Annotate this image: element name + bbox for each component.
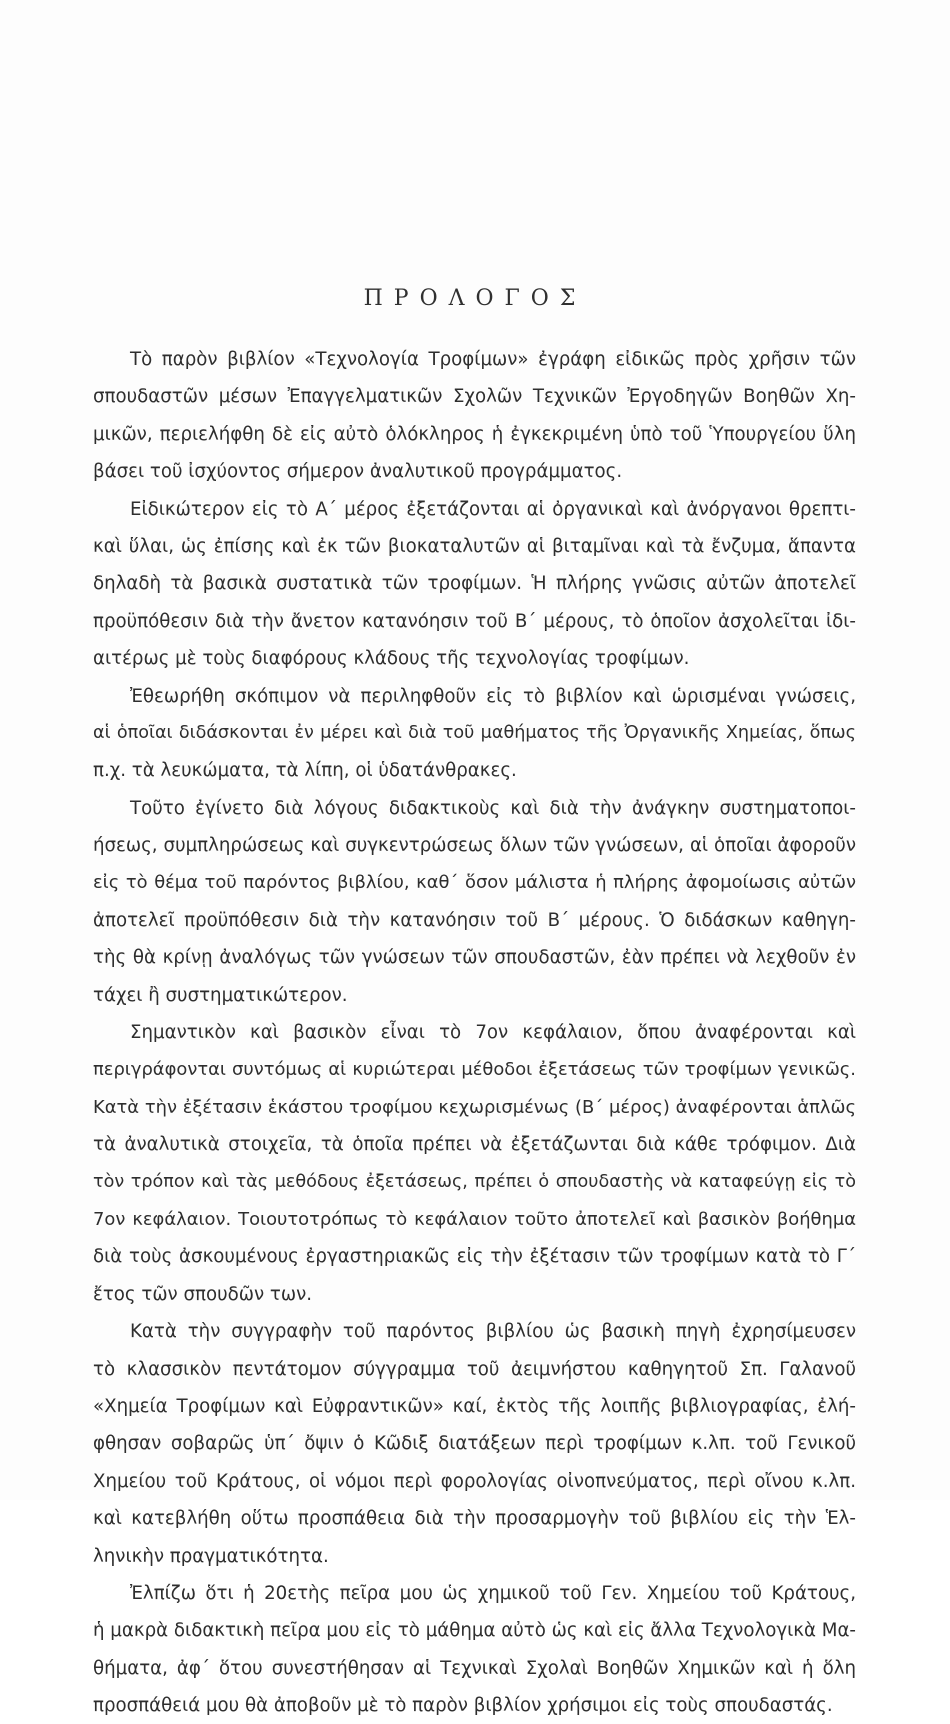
text-line: Ἐθεωρήθη σκόπιμον νὰ περιληφθοῦν εἰς τὸ βιβλίον καὶ ὡρισμέναι γνώσεις,	[130, 685, 856, 707]
text-line: Σημαντικὸν καὶ βασικὸν εἶναι τὸ 7ον κεφάλαιον, ὅπου ἀναφέρονται καὶ	[130, 1022, 856, 1044]
text-line: αἱ ὁποῖαι διδάσκονται ἐν μέρει καὶ διὰ τοῦ μαθήματος τῆς Ὀργανικῆς Χημείας, ὅπως	[93, 722, 856, 743]
text-line: διὰ τοὺς ἀσκουμένους ἐργαστηριακῶς εἰς τὴν ἐξέτασιν τῶν τροφίμων κατὰ τὸ Γ΄	[93, 1246, 856, 1268]
paragraph-5	[93, 1014, 856, 1313]
text-line: Εἰδικώτερον εἰς τὸ Α΄ μέρος ἐξετάζονται αἱ ὀργανικαὶ καὶ ἀνόργανοι θρεπτι-	[130, 498, 856, 520]
text-line: Τοῦτο ἐγίνετο διὰ λόγους διδακτικοὺς καὶ διὰ τὴν ἀνάγκην συστηματοποι-	[130, 797, 856, 819]
text-line: βάσει τοῦ ἰσχύοντος σήμερον ἀναλυτικοῦ προγράμματος.	[93, 461, 623, 483]
text-line: περιγράφονται συντόμως αἱ κυριώτεραι μέθοδοι ἐξετάσεως τῶν τροφίμων γενικῶς.	[93, 1059, 856, 1081]
paragraph-2	[93, 491, 856, 678]
text-line: Χημείου τοῦ Κράτους, οἱ νόμοι περὶ φορολογίας οἰνοπνεύματος, περὶ οἴνου κ.λπ.	[93, 1470, 856, 1492]
text-line: αιτέρως μὲ τοὺς διαφόρους κλάδους τῆς τεχνολογίας τροφίμων.	[93, 648, 690, 670]
text-line: ἀποτελεῖ προϋπόθεσιν διὰ τὴν κατανόησιν τοῦ Β΄ μέρους. Ὁ διδάσκων καθηγη-	[93, 909, 856, 931]
page-title: ΠΡΟΛΟΓΟΣ	[363, 286, 587, 311]
text-line: 7ον κεφάλαιον. Τοιουτοτρόπως τὸ κεφάλαιον τοῦτο ἀποτελεῖ καὶ βασικὸν βοήθημα	[93, 1208, 856, 1230]
text-line: προϋπόθεσιν διὰ τὴν ἄνετον κατανόησιν τοῦ Β΄ μέρους, τὸ ὁποῖον ἀσχολεῖται ἰδι-	[93, 610, 856, 632]
text-line: Κατὰ τὴν συγγραφὴν τοῦ παρόντος βιβλίου ὡς βασικὴ πηγὴ ἐχρησίμευσεν	[130, 1321, 856, 1343]
text-line: φθησαν σοβαρῶς ὑπ΄ ὄψιν ὁ Κῶδιξ διατάξεων περὶ τροφίμων κ.λπ. τοῦ Γενικοῦ	[93, 1433, 856, 1455]
text-line: «Χημεία Τροφίμων καὶ Εὐφραντικῶν» καί, ἐκτὸς τῆς λοιπῆς βιβλιογραφίας, ἐλή-	[93, 1395, 856, 1417]
text-line: π.χ. τὰ λευκώματα, τὰ λίπη, οἱ ὑδατάνθρακες.	[93, 760, 517, 782]
text-line: τὸν τρόπον καὶ τὰς μεθόδους ἐξετάσεως, πρέπει ὁ σπουδαστὴς νὰ καταφεύγῃ εἰς τὸ	[93, 1171, 856, 1192]
text-line: τὰ ἀναλυτικὰ στοιχεῖα, τὰ ὁποῖα πρέπει νὰ ἐξετάζωνται διὰ κάθε τρόφιμον. Διὰ	[93, 1134, 856, 1156]
text-line: καὶ κατεβλήθη οὕτω προσπάθεια διὰ τὴν προσαρμογὴν τοῦ βιβλίου εἰς τὴν Ἑλ-	[93, 1508, 856, 1530]
text-line: τὸ κλασσικὸν πεντάτομον σύγγραμμα τοῦ ἀειμνήστου καθηγητοῦ Σπ. Γαλανοῦ	[93, 1358, 856, 1380]
text-line: ἔτος τῶν σπουδῶν των.	[93, 1283, 313, 1305]
text-line: σπουδαστῶν μέσων Ἐπαγγελματικῶν Σχολῶν Τεχνικῶν Ἐργοδηγῶν Βοηθῶν Χη-	[93, 386, 856, 408]
paragraph-6	[93, 1313, 856, 1575]
text-line: Τὸ παρὸν βιβλίον «Τεχνολογία Τροφίμων» ἐγράφη εἰδικῶς πρὸς χρῆσιν τῶν	[130, 349, 856, 370]
text-line: ήσεως, συμπληρώσεως καὶ συγκεντρώσεως ὅλων τῶν γνώσεων, αἱ ὁποῖαι ἀφοροῦν	[93, 835, 856, 857]
text-line: ἡ μακρὰ διδακτικὴ πεῖρα μου εἰς τὸ μάθημα αὐτὸ ὡς καὶ εἰς ἄλλα Τεχνολογικὰ Μα-	[93, 1620, 856, 1642]
text-line: καὶ ὕλαι, ὡς ἐπίσης καὶ ἐκ τῶν βιοκαταλυτῶν αἱ βιταμῖναι καὶ τὰ ἔνζυμα, ἅπαντα	[93, 535, 856, 557]
paragraph-7	[93, 1575, 856, 1724]
text-line: μικῶν, περιελήφθη δὲ εἰς αὐτὸ ὁλόκληρος ἡ ἐγκεκριμένη ὑπὸ τοῦ Ὑπουργείου ὕλη	[93, 423, 856, 445]
text-line: τάχει ἢ συστηματικώτερον.	[93, 984, 348, 1006]
text-line: εἰς τὸ θέμα τοῦ παρόντος βιβλίου, καθ΄ ὅσον μάλιστα ἡ πλήρης ἀφομοίωσις αὐτῶν	[93, 872, 856, 894]
text-line: Ἐλπίζω ὅτι ἡ 20ετὴς πεῖρα μου ὡς χημικοῦ τοῦ Γεν. Χημείου τοῦ Κράτους,	[130, 1582, 856, 1604]
text-line: θήματα, ἀφ΄ ὅτου συνεστήθησαν αἱ Τεχνικαὶ Σχολαὶ Βοηθῶν Χημικῶν καὶ ἡ ὅλη	[93, 1657, 856, 1679]
paragraph-1	[93, 341, 856, 491]
text-line: Κατὰ τὴν ἐξέτασιν ἑκάστου τροφίμου κεχωρισμένως (Β΄ μέρος) ἀναφέρονται ἁπλῶς	[93, 1096, 856, 1118]
text-line: τὴς θὰ κρίνῃ ἀναλόγως τῶν γνώσεων τῶν σπουδαστῶν, ἐὰν πρέπει νὰ λεχθοῦν ἐν	[93, 947, 856, 969]
text-line: ληνικὴν πραγματικότητα.	[93, 1545, 329, 1567]
paragraph-4	[93, 790, 856, 1014]
paragraph-3	[93, 678, 856, 790]
preface-body	[93, 341, 856, 1724]
text-line: δηλαδὴ τὰ βασικὰ συστατικὰ τῶν τροφίμων. Ἡ πλήρης γνῶσις αὐτῶν ἀποτελεῖ	[93, 573, 856, 595]
text-line: προσπάθειά μου θὰ ἀποβοῦν μὲ τὸ παρὸν βιβλίον χρήσιμοι εἰς τοὺς σπουδαστάς.	[93, 1695, 833, 1717]
